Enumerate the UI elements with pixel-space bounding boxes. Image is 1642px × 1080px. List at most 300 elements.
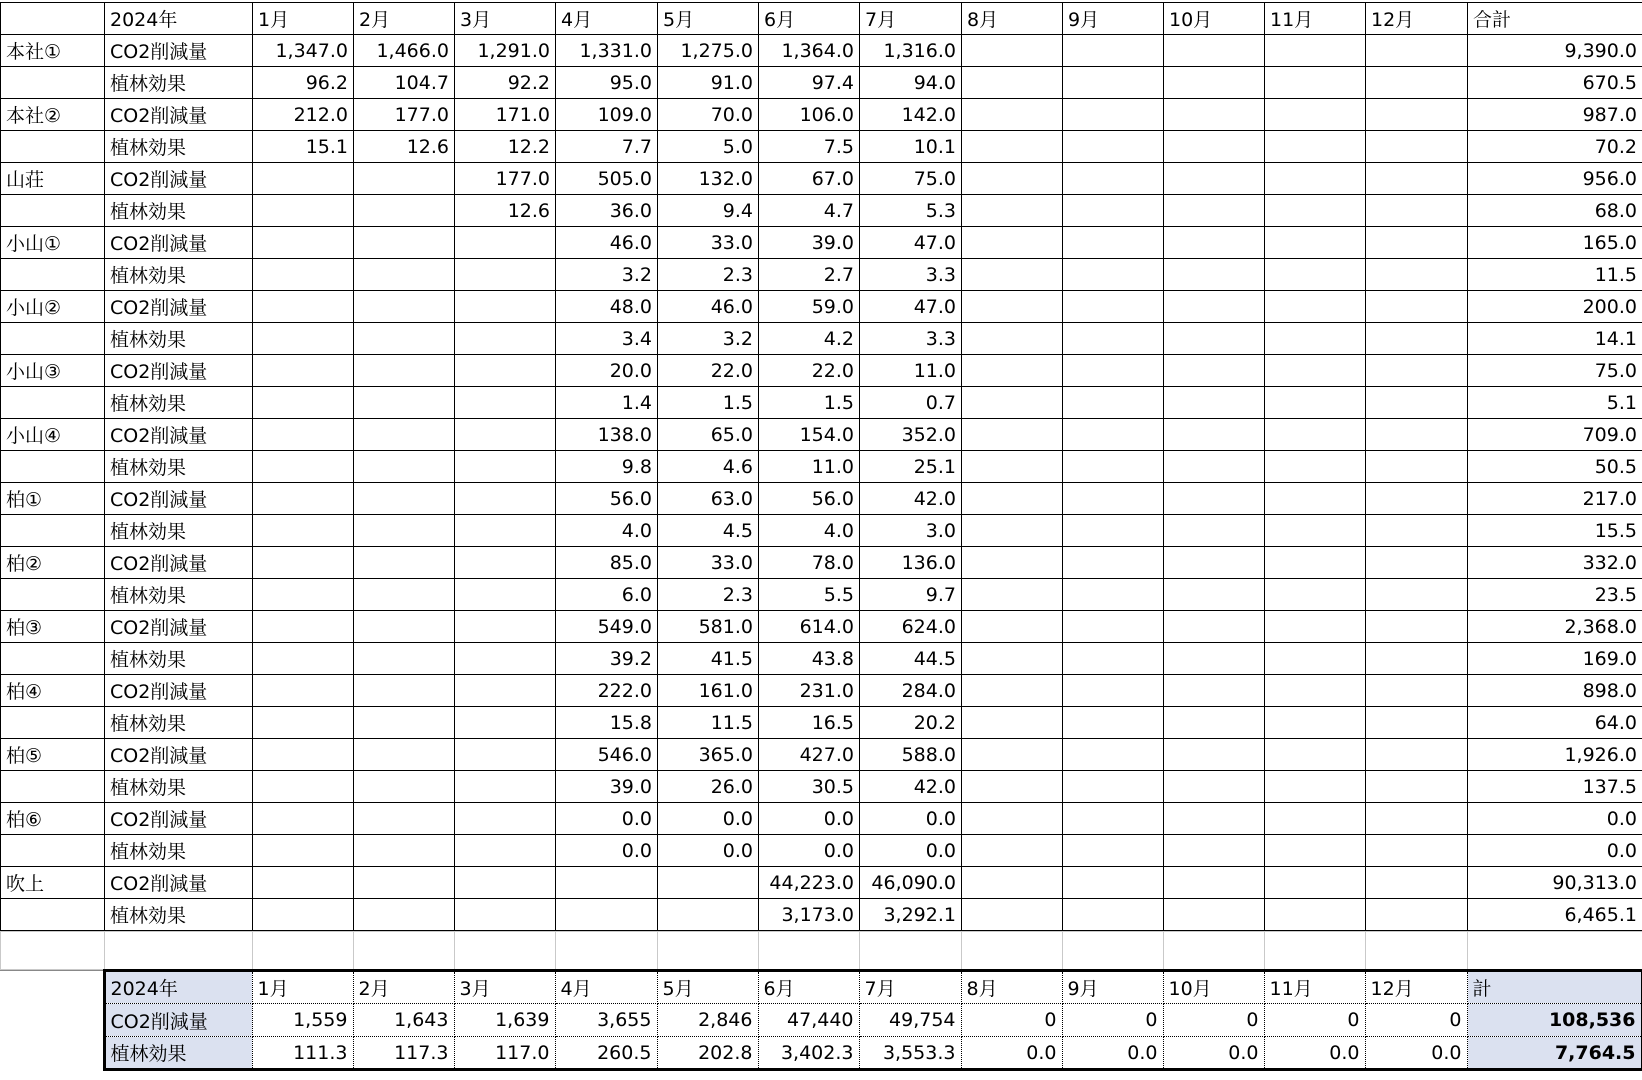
value-cell[interactable]: 161.0 bbox=[658, 675, 759, 707]
site-cell[interactable]: 柏⑥ bbox=[1, 803, 105, 835]
value-cell[interactable]: 12.6 bbox=[354, 131, 455, 163]
value-cell[interactable] bbox=[455, 515, 556, 547]
value-cell[interactable]: 65.0 bbox=[658, 419, 759, 451]
site-cell[interactable]: 山荘 bbox=[1, 163, 105, 195]
total-cell[interactable]: 9,390.0 bbox=[1468, 35, 1642, 67]
value-cell[interactable]: 284.0 bbox=[860, 675, 962, 707]
value-cell[interactable]: 78.0 bbox=[759, 547, 860, 579]
site-cell[interactable]: 柏① bbox=[1, 483, 105, 515]
summary-value-cell[interactable]: 49,754 bbox=[859, 1004, 961, 1037]
value-cell[interactable] bbox=[1164, 67, 1265, 99]
value-cell[interactable] bbox=[962, 771, 1063, 803]
value-cell[interactable]: 1.5 bbox=[658, 387, 759, 419]
value-cell[interactable]: 0.0 bbox=[759, 835, 860, 867]
value-cell[interactable] bbox=[1366, 387, 1468, 419]
value-cell[interactable]: 0.0 bbox=[658, 835, 759, 867]
month-header[interactable]: 3月 bbox=[455, 3, 556, 35]
value-cell[interactable] bbox=[1265, 35, 1366, 67]
summary-value-cell[interactable]: 47,440 bbox=[758, 1004, 859, 1037]
value-cell[interactable] bbox=[962, 323, 1063, 355]
site-cell[interactable] bbox=[1, 195, 105, 227]
value-cell[interactable]: 581.0 bbox=[658, 611, 759, 643]
value-cell[interactable]: 3,173.0 bbox=[759, 899, 860, 931]
site-cell[interactable] bbox=[1, 835, 105, 867]
month-header[interactable]: 9月 bbox=[1063, 3, 1164, 35]
summary-month-header[interactable]: 3月 bbox=[454, 971, 555, 1004]
value-cell[interactable] bbox=[1164, 227, 1265, 259]
value-cell[interactable] bbox=[1265, 547, 1366, 579]
site-cell[interactable]: 小山③ bbox=[1, 355, 105, 387]
value-cell[interactable] bbox=[1164, 643, 1265, 675]
value-cell[interactable] bbox=[354, 195, 455, 227]
summary-value-cell[interactable]: 0 bbox=[1163, 1004, 1264, 1037]
value-cell[interactable] bbox=[354, 323, 455, 355]
month-header[interactable]: 1月 bbox=[253, 3, 354, 35]
value-cell[interactable]: 42.0 bbox=[860, 771, 962, 803]
metric-cell[interactable]: CO2削減量 bbox=[105, 99, 253, 131]
value-cell[interactable]: 42.0 bbox=[860, 483, 962, 515]
value-cell[interactable]: 92.2 bbox=[455, 67, 556, 99]
value-cell[interactable]: 4.2 bbox=[759, 323, 860, 355]
metric-cell[interactable]: CO2削減量 bbox=[105, 611, 253, 643]
value-cell[interactable]: 56.0 bbox=[759, 483, 860, 515]
total-cell[interactable]: 200.0 bbox=[1468, 291, 1642, 323]
value-cell[interactable]: 3,292.1 bbox=[860, 899, 962, 931]
value-cell[interactable]: 9.7 bbox=[860, 579, 962, 611]
total-cell[interactable]: 169.0 bbox=[1468, 643, 1642, 675]
value-cell[interactable]: 33.0 bbox=[658, 227, 759, 259]
value-cell[interactable]: 3.2 bbox=[556, 259, 658, 291]
value-cell[interactable]: 7.5 bbox=[759, 131, 860, 163]
month-header[interactable]: 5月 bbox=[658, 3, 759, 35]
value-cell[interactable] bbox=[1164, 355, 1265, 387]
value-cell[interactable] bbox=[962, 483, 1063, 515]
total-cell[interactable]: 11.5 bbox=[1468, 259, 1642, 291]
value-cell[interactable] bbox=[354, 483, 455, 515]
value-cell[interactable] bbox=[962, 675, 1063, 707]
metric-cell[interactable]: 植林効果 bbox=[105, 131, 253, 163]
site-cell[interactable] bbox=[1, 387, 105, 419]
value-cell[interactable] bbox=[1164, 451, 1265, 483]
site-cell[interactable] bbox=[1, 899, 105, 931]
month-header[interactable]: 6月 bbox=[759, 3, 860, 35]
value-cell[interactable] bbox=[253, 643, 354, 675]
month-header[interactable]: 2月 bbox=[354, 3, 455, 35]
value-cell[interactable] bbox=[1265, 707, 1366, 739]
value-cell[interactable] bbox=[253, 227, 354, 259]
value-cell[interactable] bbox=[1164, 707, 1265, 739]
site-cell[interactable]: 本社① bbox=[1, 35, 105, 67]
value-cell[interactable] bbox=[354, 643, 455, 675]
value-cell[interactable] bbox=[1164, 35, 1265, 67]
value-cell[interactable] bbox=[1366, 291, 1468, 323]
value-cell[interactable] bbox=[253, 707, 354, 739]
empty-cell[interactable] bbox=[658, 932, 759, 970]
metric-cell[interactable]: 植林効果 bbox=[105, 67, 253, 99]
value-cell[interactable]: 20.2 bbox=[860, 707, 962, 739]
value-cell[interactable] bbox=[1063, 227, 1164, 259]
value-cell[interactable]: 1,316.0 bbox=[860, 35, 962, 67]
value-cell[interactable] bbox=[1063, 291, 1164, 323]
value-cell[interactable] bbox=[962, 387, 1063, 419]
empty-cell[interactable] bbox=[105, 932, 253, 970]
value-cell[interactable]: 549.0 bbox=[556, 611, 658, 643]
empty-cell[interactable] bbox=[253, 932, 354, 970]
value-cell[interactable] bbox=[455, 419, 556, 451]
value-cell[interactable] bbox=[1265, 131, 1366, 163]
value-cell[interactable] bbox=[455, 451, 556, 483]
value-cell[interactable] bbox=[354, 675, 455, 707]
value-cell[interactable]: 2.3 bbox=[658, 579, 759, 611]
value-cell[interactable] bbox=[1063, 611, 1164, 643]
value-cell[interactable]: 427.0 bbox=[759, 739, 860, 771]
value-cell[interactable]: 1.4 bbox=[556, 387, 658, 419]
value-cell[interactable]: 59.0 bbox=[759, 291, 860, 323]
value-cell[interactable]: 46,090.0 bbox=[860, 867, 962, 899]
value-cell[interactable] bbox=[1265, 675, 1366, 707]
value-cell[interactable] bbox=[1164, 867, 1265, 899]
value-cell[interactable]: 22.0 bbox=[759, 355, 860, 387]
site-cell[interactable] bbox=[1, 259, 105, 291]
value-cell[interactable] bbox=[1063, 835, 1164, 867]
value-cell[interactable] bbox=[658, 867, 759, 899]
value-cell[interactable] bbox=[962, 67, 1063, 99]
value-cell[interactable] bbox=[455, 739, 556, 771]
value-cell[interactable]: 15.1 bbox=[253, 131, 354, 163]
value-cell[interactable] bbox=[354, 387, 455, 419]
summary-month-header[interactable]: 4月 bbox=[555, 971, 657, 1004]
value-cell[interactable]: 1,364.0 bbox=[759, 35, 860, 67]
value-cell[interactable] bbox=[1063, 67, 1164, 99]
value-cell[interactable] bbox=[1265, 99, 1366, 131]
value-cell[interactable]: 5.5 bbox=[759, 579, 860, 611]
value-cell[interactable] bbox=[1366, 579, 1468, 611]
value-cell[interactable]: 106.0 bbox=[759, 99, 860, 131]
summary-value-cell[interactable]: 2,846 bbox=[657, 1004, 758, 1037]
value-cell[interactable]: 47.0 bbox=[860, 227, 962, 259]
value-cell[interactable] bbox=[253, 451, 354, 483]
summary-value-cell[interactable]: 111.3 bbox=[252, 1037, 353, 1070]
value-cell[interactable]: 4.7 bbox=[759, 195, 860, 227]
value-cell[interactable]: 505.0 bbox=[556, 163, 658, 195]
value-cell[interactable] bbox=[556, 867, 658, 899]
value-cell[interactable]: 154.0 bbox=[759, 419, 860, 451]
value-cell[interactable] bbox=[1265, 323, 1366, 355]
value-cell[interactable] bbox=[1366, 771, 1468, 803]
value-cell[interactable]: 2.7 bbox=[759, 259, 860, 291]
total-cell[interactable]: 137.5 bbox=[1468, 771, 1642, 803]
value-cell[interactable] bbox=[354, 259, 455, 291]
value-cell[interactable] bbox=[354, 547, 455, 579]
value-cell[interactable]: 9.8 bbox=[556, 451, 658, 483]
metric-cell[interactable]: 植林効果 bbox=[105, 707, 253, 739]
value-cell[interactable] bbox=[1164, 739, 1265, 771]
value-cell[interactable] bbox=[455, 707, 556, 739]
value-cell[interactable] bbox=[1164, 483, 1265, 515]
site-cell[interactable] bbox=[1, 323, 105, 355]
summary-month-header[interactable]: 2月 bbox=[353, 971, 454, 1004]
value-cell[interactable] bbox=[1265, 195, 1366, 227]
site-cell[interactable]: 柏② bbox=[1, 547, 105, 579]
value-cell[interactable] bbox=[455, 579, 556, 611]
value-cell[interactable]: 142.0 bbox=[860, 99, 962, 131]
site-cell[interactable] bbox=[1, 131, 105, 163]
value-cell[interactable] bbox=[455, 771, 556, 803]
summary-value-cell[interactable]: 0.0 bbox=[1062, 1037, 1163, 1070]
value-cell[interactable] bbox=[1366, 131, 1468, 163]
value-cell[interactable] bbox=[962, 291, 1063, 323]
total-cell[interactable]: 23.5 bbox=[1468, 579, 1642, 611]
summary-month-header[interactable]: 9月 bbox=[1062, 971, 1163, 1004]
value-cell[interactable] bbox=[354, 771, 455, 803]
summary-month-header[interactable]: 6月 bbox=[758, 971, 859, 1004]
corner-cell[interactable] bbox=[1, 3, 105, 35]
value-cell[interactable]: 0.0 bbox=[556, 803, 658, 835]
value-cell[interactable] bbox=[1164, 291, 1265, 323]
month-header[interactable]: 11月 bbox=[1265, 3, 1366, 35]
value-cell[interactable] bbox=[455, 867, 556, 899]
metric-cell[interactable]: CO2削減量 bbox=[105, 419, 253, 451]
total-cell[interactable]: 898.0 bbox=[1468, 675, 1642, 707]
value-cell[interactable]: 95.0 bbox=[556, 67, 658, 99]
value-cell[interactable] bbox=[1063, 867, 1164, 899]
value-cell[interactable]: 44,223.0 bbox=[759, 867, 860, 899]
value-cell[interactable] bbox=[253, 547, 354, 579]
value-cell[interactable] bbox=[1366, 643, 1468, 675]
value-cell[interactable] bbox=[253, 291, 354, 323]
value-cell[interactable] bbox=[253, 259, 354, 291]
value-cell[interactable] bbox=[1063, 451, 1164, 483]
value-cell[interactable] bbox=[354, 611, 455, 643]
year-header[interactable]: 2024年 bbox=[105, 3, 253, 35]
summary-value-cell[interactable]: 117.0 bbox=[454, 1037, 555, 1070]
total-cell[interactable]: 332.0 bbox=[1468, 547, 1642, 579]
value-cell[interactable] bbox=[1265, 419, 1366, 451]
value-cell[interactable] bbox=[962, 835, 1063, 867]
site-cell[interactable] bbox=[1, 771, 105, 803]
value-cell[interactable]: 12.6 bbox=[455, 195, 556, 227]
value-cell[interactable] bbox=[1063, 771, 1164, 803]
value-cell[interactable]: 94.0 bbox=[860, 67, 962, 99]
value-cell[interactable] bbox=[1265, 67, 1366, 99]
value-cell[interactable] bbox=[455, 259, 556, 291]
site-cell[interactable]: 小山① bbox=[1, 227, 105, 259]
value-cell[interactable] bbox=[253, 163, 354, 195]
value-cell[interactable]: 1,347.0 bbox=[253, 35, 354, 67]
value-cell[interactable]: 75.0 bbox=[860, 163, 962, 195]
value-cell[interactable] bbox=[253, 387, 354, 419]
value-cell[interactable] bbox=[1164, 323, 1265, 355]
empty-cell[interactable] bbox=[556, 932, 658, 970]
value-cell[interactable] bbox=[253, 611, 354, 643]
total-cell[interactable]: 14.1 bbox=[1468, 323, 1642, 355]
summary-month-header[interactable]: 11月 bbox=[1264, 971, 1365, 1004]
value-cell[interactable]: 1,331.0 bbox=[556, 35, 658, 67]
value-cell[interactable]: 3.4 bbox=[556, 323, 658, 355]
value-cell[interactable] bbox=[1366, 611, 1468, 643]
value-cell[interactable] bbox=[1265, 643, 1366, 675]
value-cell[interactable]: 2.3 bbox=[658, 259, 759, 291]
value-cell[interactable] bbox=[1366, 675, 1468, 707]
value-cell[interactable] bbox=[253, 739, 354, 771]
value-cell[interactable]: 624.0 bbox=[860, 611, 962, 643]
value-cell[interactable]: 0.7 bbox=[860, 387, 962, 419]
value-cell[interactable] bbox=[1366, 67, 1468, 99]
value-cell[interactable]: 4.6 bbox=[658, 451, 759, 483]
value-cell[interactable] bbox=[354, 451, 455, 483]
value-cell[interactable] bbox=[962, 227, 1063, 259]
value-cell[interactable] bbox=[253, 675, 354, 707]
value-cell[interactable] bbox=[1366, 451, 1468, 483]
value-cell[interactable] bbox=[1265, 259, 1366, 291]
metric-cell[interactable]: 植林効果 bbox=[105, 451, 253, 483]
value-cell[interactable] bbox=[1063, 195, 1164, 227]
value-cell[interactable] bbox=[1164, 611, 1265, 643]
value-cell[interactable]: 352.0 bbox=[860, 419, 962, 451]
value-cell[interactable] bbox=[1265, 867, 1366, 899]
value-cell[interactable] bbox=[455, 643, 556, 675]
value-cell[interactable]: 1,466.0 bbox=[354, 35, 455, 67]
empty-cell[interactable] bbox=[1, 932, 105, 970]
month-header[interactable]: 7月 bbox=[860, 3, 962, 35]
value-cell[interactable] bbox=[962, 131, 1063, 163]
total-cell[interactable]: 5.1 bbox=[1468, 387, 1642, 419]
value-cell[interactable] bbox=[1164, 547, 1265, 579]
value-cell[interactable] bbox=[354, 291, 455, 323]
value-cell[interactable]: 231.0 bbox=[759, 675, 860, 707]
value-cell[interactable] bbox=[962, 547, 1063, 579]
empty-cell[interactable] bbox=[1265, 932, 1366, 970]
summary-total-cell[interactable]: 7,764.5 bbox=[1467, 1037, 1642, 1070]
value-cell[interactable] bbox=[455, 835, 556, 867]
total-cell[interactable]: 956.0 bbox=[1468, 163, 1642, 195]
value-cell[interactable] bbox=[455, 323, 556, 355]
value-cell[interactable] bbox=[1265, 771, 1366, 803]
empty-cell[interactable] bbox=[0, 1004, 104, 1037]
metric-cell[interactable]: CO2削減量 bbox=[105, 227, 253, 259]
value-cell[interactable] bbox=[1063, 643, 1164, 675]
value-cell[interactable] bbox=[253, 835, 354, 867]
value-cell[interactable] bbox=[354, 739, 455, 771]
value-cell[interactable] bbox=[1265, 515, 1366, 547]
value-cell[interactable]: 1.5 bbox=[759, 387, 860, 419]
value-cell[interactable] bbox=[1063, 35, 1164, 67]
value-cell[interactable] bbox=[1366, 35, 1468, 67]
value-cell[interactable] bbox=[354, 803, 455, 835]
value-cell[interactable]: 3.3 bbox=[860, 323, 962, 355]
value-cell[interactable] bbox=[455, 899, 556, 931]
empty-cell[interactable] bbox=[962, 932, 1063, 970]
value-cell[interactable] bbox=[1063, 547, 1164, 579]
total-cell[interactable]: 709.0 bbox=[1468, 419, 1642, 451]
summary-value-cell[interactable]: 0 bbox=[1264, 1004, 1365, 1037]
value-cell[interactable] bbox=[1366, 547, 1468, 579]
site-cell[interactable]: 柏⑤ bbox=[1, 739, 105, 771]
value-cell[interactable]: 70.0 bbox=[658, 99, 759, 131]
value-cell[interactable]: 177.0 bbox=[455, 163, 556, 195]
site-cell[interactable] bbox=[1, 67, 105, 99]
value-cell[interactable]: 212.0 bbox=[253, 99, 354, 131]
value-cell[interactable] bbox=[1366, 259, 1468, 291]
value-cell[interactable] bbox=[253, 579, 354, 611]
total-cell[interactable]: 50.5 bbox=[1468, 451, 1642, 483]
value-cell[interactable] bbox=[962, 419, 1063, 451]
summary-value-cell[interactable]: 0 bbox=[961, 1004, 1062, 1037]
summary-year-header[interactable]: 2024年 bbox=[104, 971, 252, 1004]
value-cell[interactable]: 97.4 bbox=[759, 67, 860, 99]
value-cell[interactable]: 0.0 bbox=[556, 835, 658, 867]
value-cell[interactable]: 588.0 bbox=[860, 739, 962, 771]
empty-cell[interactable] bbox=[1468, 932, 1642, 970]
value-cell[interactable]: 136.0 bbox=[860, 547, 962, 579]
value-cell[interactable] bbox=[658, 899, 759, 931]
value-cell[interactable] bbox=[1366, 419, 1468, 451]
value-cell[interactable] bbox=[1063, 515, 1164, 547]
value-cell[interactable]: 132.0 bbox=[658, 163, 759, 195]
value-cell[interactable]: 22.0 bbox=[658, 355, 759, 387]
value-cell[interactable] bbox=[354, 355, 455, 387]
value-cell[interactable] bbox=[962, 707, 1063, 739]
summary-value-cell[interactable]: 202.8 bbox=[657, 1037, 758, 1070]
value-cell[interactable] bbox=[1265, 291, 1366, 323]
total-cell[interactable]: 217.0 bbox=[1468, 483, 1642, 515]
value-cell[interactable] bbox=[1063, 579, 1164, 611]
value-cell[interactable]: 3.2 bbox=[658, 323, 759, 355]
metric-cell[interactable]: CO2削減量 bbox=[105, 35, 253, 67]
summary-month-header[interactable]: 7月 bbox=[859, 971, 961, 1004]
value-cell[interactable] bbox=[962, 99, 1063, 131]
value-cell[interactable] bbox=[1366, 99, 1468, 131]
empty-cell[interactable] bbox=[0, 1037, 104, 1070]
metric-cell[interactable]: CO2削減量 bbox=[105, 867, 253, 899]
summary-metric-cell[interactable]: CO2削減量 bbox=[104, 1004, 252, 1037]
value-cell[interactable]: 20.0 bbox=[556, 355, 658, 387]
value-cell[interactable] bbox=[455, 803, 556, 835]
value-cell[interactable] bbox=[1063, 131, 1164, 163]
value-cell[interactable] bbox=[1265, 739, 1366, 771]
value-cell[interactable] bbox=[455, 355, 556, 387]
value-cell[interactable] bbox=[1265, 387, 1366, 419]
summary-value-cell[interactable]: 0 bbox=[1062, 1004, 1163, 1037]
value-cell[interactable] bbox=[1366, 515, 1468, 547]
metric-cell[interactable]: 植林効果 bbox=[105, 323, 253, 355]
value-cell[interactable]: 36.0 bbox=[556, 195, 658, 227]
value-cell[interactable] bbox=[1366, 195, 1468, 227]
value-cell[interactable] bbox=[1366, 803, 1468, 835]
summary-value-cell[interactable]: 260.5 bbox=[555, 1037, 657, 1070]
value-cell[interactable] bbox=[253, 515, 354, 547]
summary-value-cell[interactable]: 1,639 bbox=[454, 1004, 555, 1037]
value-cell[interactable]: 109.0 bbox=[556, 99, 658, 131]
value-cell[interactable] bbox=[1063, 323, 1164, 355]
empty-cell[interactable] bbox=[0, 971, 104, 1004]
value-cell[interactable] bbox=[962, 611, 1063, 643]
value-cell[interactable] bbox=[1164, 419, 1265, 451]
value-cell[interactable] bbox=[1164, 99, 1265, 131]
value-cell[interactable] bbox=[1164, 675, 1265, 707]
metric-cell[interactable]: 植林効果 bbox=[105, 579, 253, 611]
value-cell[interactable] bbox=[253, 803, 354, 835]
value-cell[interactable] bbox=[1366, 867, 1468, 899]
value-cell[interactable] bbox=[455, 387, 556, 419]
metric-cell[interactable]: 植林効果 bbox=[105, 835, 253, 867]
month-header[interactable]: 8月 bbox=[962, 3, 1063, 35]
value-cell[interactable] bbox=[1366, 707, 1468, 739]
value-cell[interactable] bbox=[1164, 515, 1265, 547]
summary-total-cell[interactable]: 108,536 bbox=[1467, 1004, 1642, 1037]
site-cell[interactable] bbox=[1, 451, 105, 483]
value-cell[interactable]: 5.3 bbox=[860, 195, 962, 227]
